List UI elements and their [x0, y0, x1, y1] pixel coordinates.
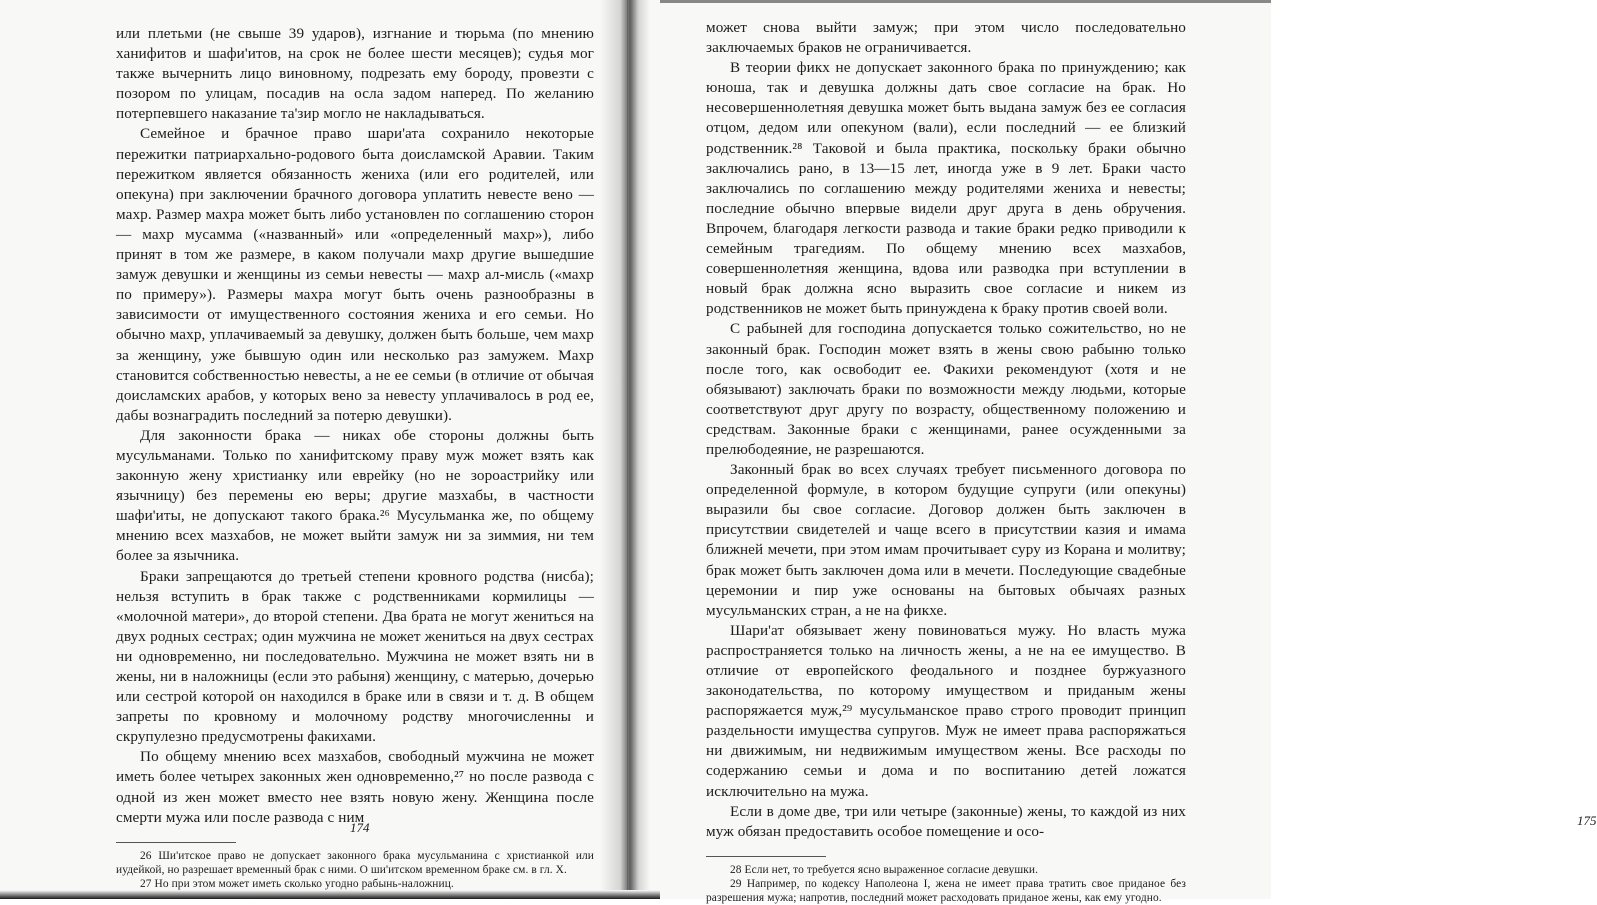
footnote: 29 Например, по кодексу Наполеона I, жена не имеет права тратить свое приданое без разрешения мужа; напротив, последний может расходовать приданое жены, как ему угодно.: [706, 877, 1186, 904]
footnote-divider: [116, 842, 236, 843]
left-text-column: [116, 24, 594, 891]
paragraph: Шари'ат обязывает жену повиноваться мужу. Но власть мужа распространяется только на личность жены, а не на ее имущество. В отличие от европейского феодального и позднее буржуазного законодательства, по которому имуществом и приданым жены распоряжается муж,²⁹ мусульманское право строго проводит принцип раздельности имущества супругов. Муж не имеет права распоряжаться ни движимым, ни недвижимым имуществом жены. Все расходы по содержанию семьи и дома и по воспитанию детей ложатся исключительно на мужа.: [706, 621, 1186, 800]
book-gutter-shadow: [600, 0, 650, 899]
left-page: [0, 0, 628, 899]
paragraph: Браки запрещаются до третьей степени кровного родства (нисба); нельзя вступить в брак также с родственниками кормилицы — «молочной матери», до второй степени. Два брата не могут жениться на двух родных сестрах; один мужчина не может жениться на двух сестрах ни одновременно, ни последовательно. Мужчина не может взять ни в жены, ни в наложницы (если это рабыня) женщину, с матерью, дочерью или сестрой которой он находился в браке или в связи и т. д. В общем запреты по кровному и молочному родству многочисленны и скрупулезно предусмотрены факихами.: [116, 567, 594, 746]
page-number: 175: [1577, 813, 1597, 828]
paragraph: С рабыней для господина допускается только сожительство, но не законный брак. Господин может взять в жены свою рабыню только после того, как освободит ее. Факихи рекомендуют (хотя и не обязывают) заключать браки по возможности между людьми, которые соответствуют друг другу по возрасту, общественному положению и средствам. Законные браки с женщинами, ранее осужденными за прелюбодеяние, не разрешаются.: [706, 320, 1186, 458]
footnote: 28 Если нет, то требуется ясно выраженное согласие девушки.: [730, 863, 1039, 876]
scan-edge-top: [660, 0, 1271, 3]
paragraph: В теории фикх не допускает законного брака по принуждению; как юноша, так и девушка должны дать свое согласие на брак. Но несовершеннолетняя девушка может быть выдана замуж без ее согласия отцом, дедом или опекуном (вали), если последний — ее близкий родственник.²⁸ Таковой и была практика, поскольку браки обычно заключались рано, в 13—15 лет, иногда уже в 9 лет. Браки часто заключались по соглашению между родителями жениха и невесты; последние обычно впервые видели друг друга в день обручения. Впрочем, благодаря легкости развода и такие браки редко приводили к семейным трагедиям. По общему мнению всех мазхабов, совершеннолетняя женщина, вдова или разводка при вступлении в новый брак должна ясно выразить свое согласие и никем из родственников не может быть принуждена к браку против своей воли.: [706, 59, 1186, 318]
paragraph: Для законности брака — никах обе стороны должны быть мусульманами. Только по ханифитскому праву муж может взять как законную жену христианку или еврейку (но не зороастрийку или язычницу) без перемены ею веры; другие мазхабы, в частности шафи'иты, не допускают такого брака.²⁶ Мусульманка же, по общему мнению всех мазхабов, не может выйти замуж ни за зиммия, ни тем более за язычника.: [116, 426, 594, 565]
paragraph: может снова выйти замуж; при этом число последовательно заключаемых браков не ограничивается.: [706, 19, 1186, 57]
footnote-divider: [706, 856, 826, 857]
footnote: 27 Но при этом может иметь сколько угодно рабынь-наложниц.: [140, 877, 454, 890]
paragraph: Законный брак во всех случаях требует письменного договора по определенной формуле, в котором будущие супруги (или опекуны) выразили бы свое согласие. Договор должен быть заключен в присутствии свидетелей и чаще всего в присутствии казия и имама ближней мечети, при этом имам прочитывает суру из Корана и молитву; брак может быть заключен дома или в мечети. Последующие свадебные церемонии и пир уже основаны на бытовых обычаях разных мусульманских стран, а не на фикхе.: [706, 461, 1186, 619]
scan-edge-bottom: [0, 890, 660, 899]
footnote: 26 Ши'итское право не допускает законного брака мусульманина с христианкой или иудейкой, но разрешает временный брак с ними. О ши'итском временном браке см. в гл. X.: [116, 849, 594, 876]
page-number: 174: [350, 820, 370, 835]
paragraph: или плетьми (не свыше 39 ударов), изгнание и тюрьма (по мнению ханифитов и шафи'итов, на срок не более шести месяцев); судья мог также вычернить лицо виновному, подрезать ему бороду, провезти с позором по улицам, посадив на осла задом наперед. По желанию потерпевшего наказание та'зир могло не накладываться.: [116, 25, 594, 123]
paragraph: Если в доме две, три или четыре (законные) жены, то каждой из них муж обязан предоставить особое помещение и осо-: [706, 802, 1186, 840]
paragraph: По общему мнению всех мазхабов, свободный мужчина не может иметь более четырех законных жен одновременно,²⁷ но после развода с одной из жен может вместо нее взять новую жену. Женщина после смерти мужа или после развода с ним: [116, 748, 594, 826]
paragraph: Семейное и брачное право шари'ата сохранило некоторые пережитки патриархально-родового быта доисламской Аравии. Таким пережитком является обязанность жениха (или его родителей, или опекуна) при заключении брачного договора уплатить невесте вено — махр. Размер махра может быть либо установлен по соглашению сторон — махр мусамма («названный» или «определенный махр»), либо принят в том же размере, в каком получали махр другие вышедшие замуж девушки и женщины из семьи невесты — махр ал-мисль («махр по примеру»). Размеры махра могут быть очень разнообразны в зависимости от имущественного состояния жениха и его семьи. Но обычно махр, уплачиваемый за девушку, должен быть больше, чем махр за женщину, уже бывшую один или несколько раз замужем. Махр становится собственностью невесты, а не ее семьи (в отличие от обычая доисламских арабов, у которых вено за невесту уплачивалось в род ее, дабы вознаградить последний за потерю девушки).: [116, 125, 594, 424]
right-text-column: [706, 18, 1186, 905]
